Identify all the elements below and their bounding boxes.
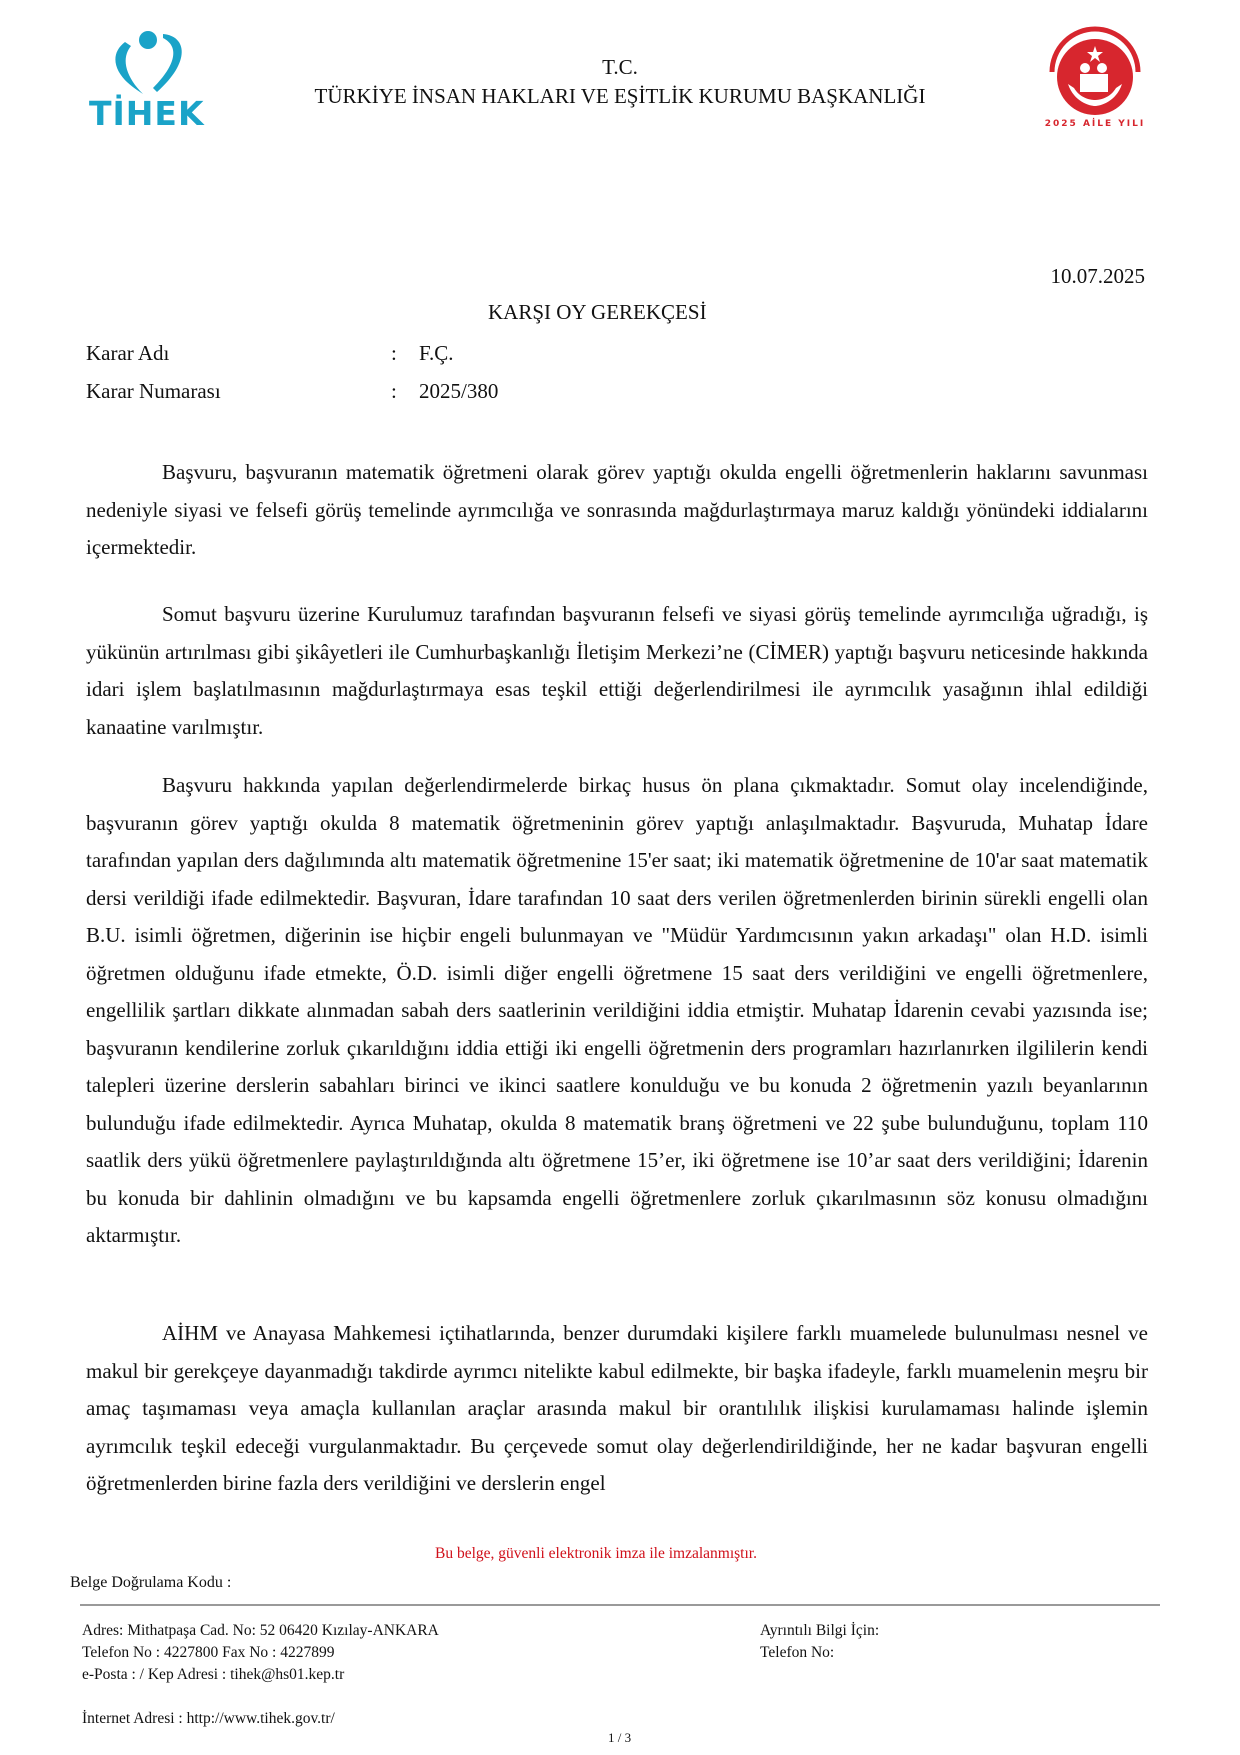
- header-organization: TÜRKİYE İNSAN HAKLARI VE EŞİTLİK KURUMU BAŞKANLIĞI: [314, 84, 926, 108]
- meta-label: Karar Numarası: [86, 379, 221, 403]
- svg-text:2025 AİLE YILI: 2025 AİLE YILI: [1044, 119, 1146, 129]
- body-paragraph-3: [86, 767, 1148, 1255]
- verification-code-label: Belge Doğrulama Kodu :: [70, 1574, 232, 1591]
- footer-email: e-Posta : / Kep Adresi : tihek@hs01.kep.tr: [82, 1666, 345, 1683]
- footer-phone-fax: Telefon No : 4227800 Fax No : 4227899: [82, 1644, 335, 1661]
- meta-label: Karar Adı: [86, 341, 170, 365]
- meta-separator: :: [391, 341, 397, 365]
- paragraph-text: Başvuru hakkında yapılan değerlendirmelerde birkaç husus ön plana çıkmaktadır. Somut olay incelendiğinde, başvuranın görev yaptığı okulda 8 matematik öğretmeninin görev yaptığı anlaşılmaktadır. Başvuruda, Muhatap İdare tarafından yapılan ders dağılımında altı matematik öğretmenine 15'er saat; iki matematik öğretmenine de 10'ar saat matematik dersi verildiği ifade edilmektedir. Başvuran, İdare tarafından 10 saat ders verilen öğretmenlerden birinin sürekli engelli olan B.U. isimli öğretmen, diğerinin ise hiçbir engeli bulunmayan ve "Müdür Yardımcısının yakın arkadaşı" olan H.D. isimli öğretmen olduğunu ifade etmekte, Ö.D. isimli diğer engelli öğretmene 15 saat ders verildiğini ve engelli öğretmenlere, engellilik şartları dikkate alınmadan sabah ders saatlerinin verildiğini iddia etmiştir. Muhatap İdarenin cevabi yazısında ise; başvuranın kendilerine zorluk çıkarıldığını iddia ettiği iki engelli öğretmenin ders programları hazırlanırken ilgililerin kendi talepleri üzerine derslerin sabahları birinci ve ikinci saatlere konulduğu ve bu konuda 2 öğretmenin yazılı beyanlarının bulunduğu ifade edilmektedir. Ayrıca Muhatap, okulda 8 matematik branş öğretmeni ve 22 şube bulunduğunu, toplam 110 saatlik ders yükü öğretmenlere paylaştırıldığında altı öğretmene 15’er, iki öğretmene ise 10’ar saat ders verildiğini; İdarenin bu konuda bir dahlinin olmadığını ve bu kapsamda engelli öğretmenlere zorluk çıkarılmasının söz konusu olmadığını aktarmıştır.: [86, 773, 1148, 1247]
- meta-row-decision-number: [86, 379, 498, 404]
- paragraph-text: AİHM ve Anayasa Mahkemesi içtihatlarında, benzer durumdaki kişilere farklı muamelede bulunulması nesnel ve makul bir gerekçeye dayanmadığı takdirde ayrımcı nitelikte kabul edilmekte, bir başka ifadeyle, farklı muamelenin meşru bir amaç taşımaması veya amaçla kullanılan araçlar arasında makul bir orantılılık ilişkisi kurulamaması halinde işlemin ayrımcılık teşkil edeceği vurgulanmaktadır. Bu çerçevede somut olay değerlendirildiğinde, her ne kadar başvuran engelli öğretmenlerden birine fazla ders verildiğini ve derslerin engel: [86, 1321, 1148, 1495]
- footer-address: Adres: Mithatpaşa Cad. No: 52 06420 Kızılay-ANKARA: [82, 1622, 439, 1639]
- meta-separator: :: [391, 379, 397, 403]
- footer-contact: [82, 1620, 439, 1686]
- paragraph-text: Başvuru, başvuranın matematik öğretmeni olarak görev yaptığı okulda engelli öğretmenlerin haklarını savunması nedeniyle siyasi ve felsefi görüş temelinde ayrımcılığa ve sonrasında mağdurlaştırmaya maruz kaldığı yönündeki iddialarını içermektedir.: [86, 460, 1148, 559]
- document-title: KARŞI OY GEREKÇESİ: [488, 300, 707, 324]
- page-indicator: 1 / 3: [608, 1730, 632, 1745]
- footer-info: [760, 1620, 879, 1664]
- body-paragraph-2: [86, 596, 1148, 746]
- footer-divider: [80, 1604, 1160, 1606]
- meta-row-decision-name: [86, 341, 454, 366]
- document-date: 10.07.2025: [1050, 264, 1145, 288]
- body-paragraph-4: [86, 1315, 1148, 1503]
- meta-value: 2025/380: [419, 379, 499, 403]
- tihek-wordmark: TİHEK: [89, 94, 205, 133]
- e-signature-note: Bu belge, güvenli elektronik imza ile imzalanmıştır.: [435, 1545, 757, 1562]
- footer-website-link[interactable]: İnternet Adresi : http://www.tihek.gov.tr/: [82, 1710, 335, 1727]
- paragraph-text: Somut başvuru üzerine Kurulumuz tarafından başvuranın felsefi ve siyasi görüş temelinde ayrımcılığa uğradığı, iş yükünün artırılması gibi şikâyetleri ile Cumhurbaşkanlığı İletişim Merkezi’ne (CİMER) yaptığı başvuru neticesinde hakkında idari işlem başlatılmasının mağdurlaştırmaya esas teşkil ettiği değerlendirilmesi ile ayrımcılık yasağının ihlal edildiği kanaatine varılmıştır.: [86, 602, 1148, 739]
- footer-info-label: Ayrıntılı Bilgi İçin:: [760, 1622, 880, 1639]
- header-tc: T.C.: [602, 55, 638, 79]
- body-paragraph-1: [86, 454, 1148, 567]
- footer-info-phone: Telefon No:: [760, 1644, 835, 1661]
- meta-value: F.Ç.: [419, 341, 454, 365]
